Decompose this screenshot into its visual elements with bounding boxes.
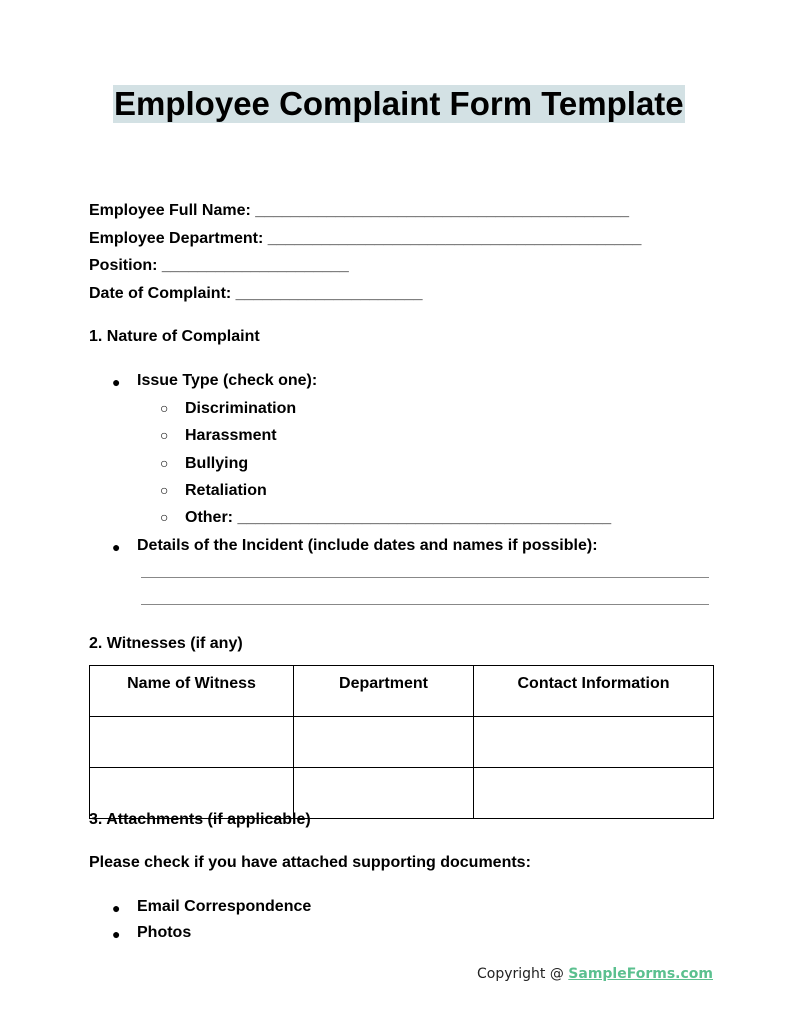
bullet-icon: ●: [112, 374, 121, 390]
column-header: Name of Witness: [90, 666, 294, 717]
table-header-row: [90, 666, 714, 717]
details-line[interactable]: [141, 577, 709, 578]
checkbox-circle-icon[interactable]: ○: [160, 455, 169, 471]
table-cell[interactable]: [474, 768, 714, 819]
table-cell[interactable]: [474, 717, 714, 768]
issue-type-label: Issue Type (check one):: [137, 372, 318, 389]
details-line[interactable]: [141, 604, 709, 605]
column-header: Department: [294, 666, 474, 717]
option-harassment[interactable]: Harassment: [185, 427, 277, 444]
checkbox-circle-icon[interactable]: ○: [160, 400, 169, 416]
attachment-email[interactable]: Email Correspondence: [137, 898, 312, 915]
witness-table: [89, 665, 714, 819]
checkbox-circle-icon[interactable]: ○: [160, 482, 169, 498]
field-full-name[interactable]: Employee Full Name: __________________________________________: [89, 202, 630, 219]
bullet-icon: ●: [112, 926, 121, 942]
bullet-icon: ●: [112, 539, 121, 555]
option-discrimination[interactable]: Discrimination: [185, 400, 297, 417]
attachments-prompt: Please check if you have attached supporting documents:: [89, 854, 531, 871]
table-cell[interactable]: [294, 768, 474, 819]
section-2-heading: 2. Witnesses (if any): [89, 635, 243, 652]
option-retaliation[interactable]: Retaliation: [185, 482, 267, 499]
section-1-heading: 1. Nature of Complaint: [89, 328, 260, 345]
section-3-heading: 3. Attachments (if applicable): [89, 811, 311, 828]
field-position[interactable]: Position: _____________________: [89, 257, 349, 274]
field-department[interactable]: Employee Department: __________________________________________: [89, 230, 642, 247]
bullet-icon: ●: [112, 900, 121, 916]
copyright-footer: Copyright @ SampleForms.com: [476, 966, 713, 982]
attachment-photos[interactable]: Photos: [137, 924, 192, 941]
checkbox-circle-icon[interactable]: ○: [160, 509, 169, 525]
option-bullying[interactable]: Bullying: [185, 455, 249, 472]
page-title: Employee Complaint Form Template: [114, 85, 684, 122]
checkbox-circle-icon[interactable]: ○: [160, 427, 169, 443]
table-row: [90, 717, 714, 768]
sampleforms-link[interactable]: SampleForms.com: [568, 966, 713, 982]
details-label: Details of the Incident (include dates and names if possible):: [137, 537, 598, 554]
table-cell[interactable]: [90, 717, 294, 768]
table-cell[interactable]: [294, 717, 474, 768]
field-date[interactable]: Date of Complaint: _____________________: [89, 285, 423, 302]
option-other[interactable]: Other: __________________________________________: [185, 509, 612, 526]
column-header: Contact Information: [474, 666, 714, 717]
